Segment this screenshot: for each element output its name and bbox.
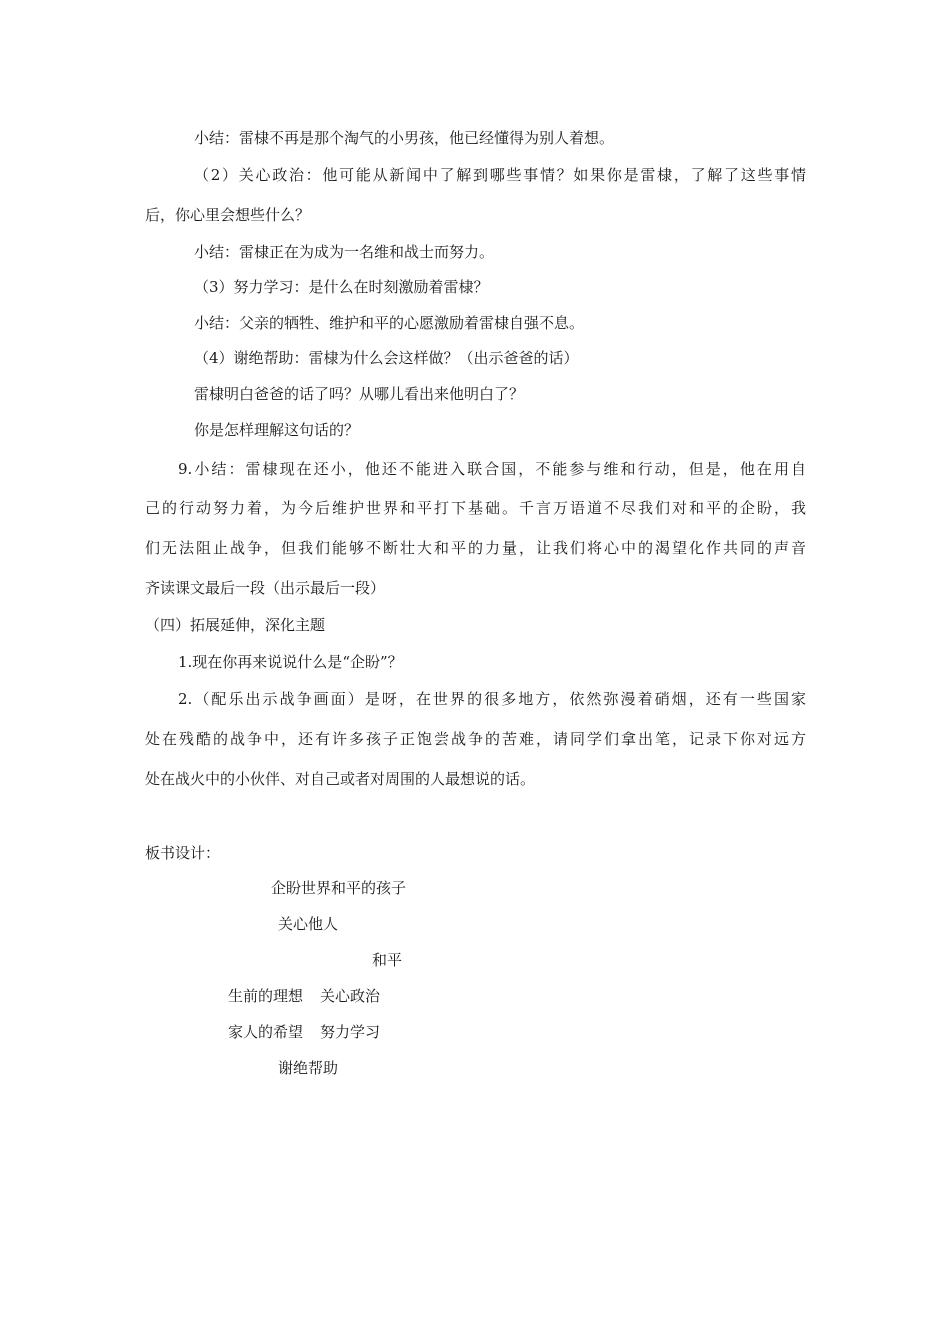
board-title: 企盼世界和平的孩子: [271, 879, 407, 897]
question-understood: 雷棣明白爸爸的话了吗？从哪儿看出来他明白了？: [194, 385, 525, 403]
point-2-line-1: （2）关心政治：他可能从新闻中了解到哪些事情？如果你是雷棣，了解了这些事情: [194, 166, 806, 184]
summary-9-line-1: 9.小结：雷棣现在还小，他还不能进入联合国，不能参与维和行动，但是，他在用自: [178, 460, 806, 478]
board-politics: 关心政治: [320, 987, 381, 1005]
board-peace: 和平: [372, 951, 403, 969]
board-care-others: 关心他人: [278, 915, 339, 933]
board-ideal: 生前的理想: [228, 987, 304, 1005]
summary-1: 小结：雷棣不再是那个淘气的小男孩，他已经懂得为别人着想。: [194, 129, 615, 147]
question-1: 1.现在你再来说说什么是“企盼”？: [178, 653, 403, 671]
board-hope: 家人的希望: [228, 1023, 304, 1041]
point-4: （4）谢绝帮助：雷棣为什么会这样做？（出示爸爸的话）: [194, 349, 579, 367]
summary-9-line-3: 们无法阻止战争，但我们能够不断壮大和平的力量，让我们将心中的渴望化作共同的声音: [145, 539, 806, 557]
summary-9-line-4: 齐读课文最后一段（出示最后一段）: [145, 579, 386, 597]
point-2-line-2: 后，你心里会想些什么？: [145, 206, 311, 224]
summary-9-line-2: 己的行动努力着，为今后维护世界和平打下基础。千言万语道不尽我们对和平的企盼，我: [145, 499, 806, 517]
summary-3: 小结：父亲的牺牲、维护和平的心愿激励着雷棣自强不息。: [194, 314, 585, 332]
section-4-heading: （四）拓展延伸，深化主题: [145, 616, 326, 634]
board-study: 努力学习: [320, 1023, 381, 1041]
question-2-line-3: 处在战火中的小伙伴、对自己或者对周围的人最想说的话。: [145, 770, 536, 788]
question-2-line-1: 2.（配乐出示战争画面）是呀，在世界的很多地方，依然弥漫着硝烟，还有一些国家: [178, 690, 806, 708]
question-2-line-2: 处在残酷的战争中，还有许多孩子正饱尝战争的苦难，请同学们拿出笔，记录下你对远方: [145, 730, 806, 748]
board-refuse-help: 谢绝帮助: [278, 1059, 339, 1077]
summary-2: 小结：雷棣正在为成为一名维和战士而努力。: [194, 243, 495, 261]
point-3: （3）努力学习：是什么在时刻激励着雷棣？: [194, 278, 489, 296]
question-interpretation: 你是怎样理解这句话的？: [194, 421, 360, 439]
board-design-heading: 板书设计：: [145, 844, 221, 862]
